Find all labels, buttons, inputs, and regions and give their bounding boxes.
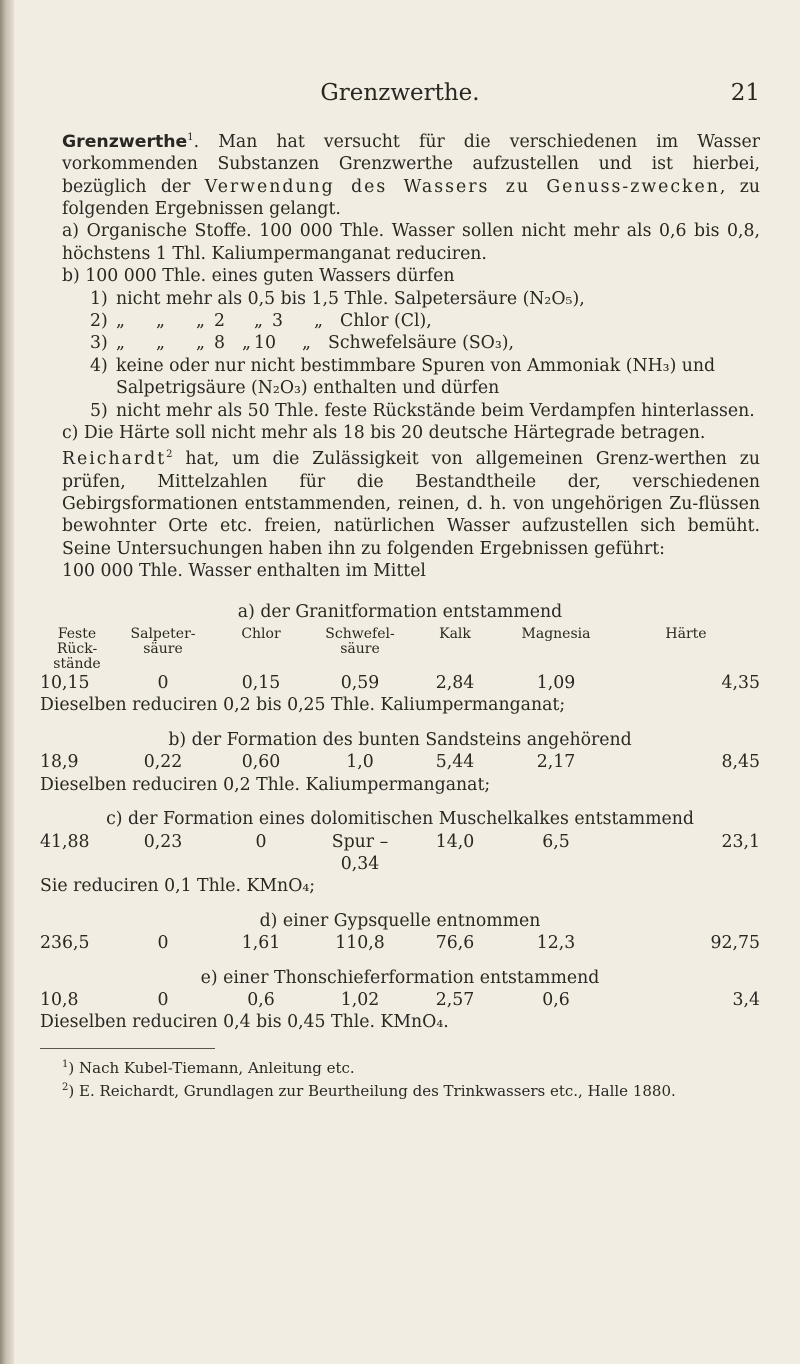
list-text: nicht mehr als 0,5 bis 1,5 Thle. Salpetersäure (N₂O₅), (116, 288, 585, 309)
ditto-mark: „ (314, 311, 323, 332)
intro-text: . Man hat versucht für die verschiedenen im Wasser vorkommenden Substanzen Grenzwerthe aufzustellen und ist hierbei, bezüglich der (62, 131, 760, 197)
value: 8 (214, 333, 225, 354)
table-cell: 0,60 (241, 752, 281, 773)
table-cell: 0,6 (247, 989, 275, 1010)
intro-emphasis: Verwendung des Wassers zu Genuss-zwecken (204, 176, 720, 197)
table-cell: 14,0 (435, 831, 475, 852)
section-title-c: c) der Formation eines dolomitischen Muschelkalkes entstammend (106, 809, 694, 830)
table-row (40, 831, 760, 876)
body-text (40, 127, 760, 1101)
column-header: Salpeter-säure (130, 626, 196, 658)
table-cell: 0,15 (241, 673, 281, 694)
list-number: 3) (90, 333, 108, 354)
value: 2 (214, 311, 225, 332)
footnote (40, 1078, 760, 1101)
table-cell: 5,44 (435, 752, 475, 773)
page-title: Grenzwerthe. (320, 80, 480, 106)
reichardt-paragraph (40, 444, 760, 560)
table-note: Dieselben reduciren 0,2 Thle. Kaliumpermanganat; (40, 774, 491, 795)
table-cell: 0,6 (542, 989, 570, 1010)
column-header: Feste Rück-stände (53, 626, 101, 673)
table-row (40, 989, 760, 1011)
footnote-rule (40, 1048, 215, 1049)
running-header (40, 80, 760, 110)
table-note: Dieselben reduciren 0,2 bis 0,25 Thle. Kaliumpermanganat; (40, 695, 566, 716)
item-c: c) Die Härte soll nicht mehr als 18 bis 20 deutsche Härtegrade betragen. (62, 423, 706, 444)
table-cell: 0,59 (340, 673, 380, 694)
footnote-text: ) Nach Kubel-Tiemann, Anleitung etc. (68, 1058, 355, 1077)
list-number: 5) (90, 400, 108, 421)
table-row (40, 751, 760, 773)
footnote-number: 1 (62, 1058, 69, 1070)
ditto-mark: „ (196, 311, 205, 332)
table-cell: 18,9 (40, 752, 79, 773)
list-item (90, 355, 760, 400)
list-rest: Chlor (Cl), (340, 311, 432, 332)
list-item (90, 288, 760, 310)
list-text: keine oder nur nicht bestimmbare Spuren von Ammoniak (NH₃) und Salpetrigsäure (N₂O₃) enthalten und dürfen (116, 355, 716, 399)
table-cell: 110,8 (335, 933, 385, 954)
footnotes (40, 1055, 760, 1101)
table-cell: 10,15 (40, 673, 90, 694)
list-text (116, 310, 760, 332)
table-cell: 4,35 (721, 673, 760, 694)
table-cell: 2,84 (435, 673, 475, 694)
column-header: Kalk (439, 626, 471, 643)
column-header: Schwefel-säure (325, 626, 395, 658)
section-title-e: e) einer Thonschieferformation entstammend (200, 967, 600, 988)
table-cell: 12,3 (536, 933, 576, 954)
table-cell: 2,17 (536, 752, 576, 773)
table-note: Dieselben reduciren 0,4 bis 0,45 Thle. KMnO₄. (40, 1012, 449, 1033)
average-line: 100 000 Thle. Wasser enthalten im Mittel (62, 561, 426, 582)
table-cell: 41,88 (40, 831, 90, 852)
section-title-d: d) einer Gypsquelle entnommen (259, 910, 541, 931)
ditto-mark: „ (302, 333, 311, 354)
table-cell: 0 (255, 831, 267, 852)
book-binding-shadow (0, 0, 14, 1364)
section-title-a: a) der Granitformation entstammend (237, 601, 563, 622)
value: 3 (272, 311, 283, 332)
ditto-mark: „ (156, 333, 165, 354)
table-row (40, 932, 760, 954)
list-rest: Schwefelsäure (SO₃), (328, 333, 515, 354)
requirement-list (40, 288, 760, 422)
table-cell: 0,22 (143, 752, 183, 773)
section-heading: Grenzwerthe (62, 131, 188, 152)
table-cell: 0,23 (143, 831, 183, 852)
table-note: Sie reduciren 0,1 Thle. KMnO₄; (40, 876, 316, 897)
author-name: Reichardt (62, 449, 167, 470)
footnote-text: ) E. Reichardt, Grundlagen zur Beurtheilung des Trinkwassers etc., Halle 1880. (68, 1081, 676, 1100)
table-row (40, 672, 760, 694)
list-number: 2) (90, 311, 108, 332)
list-number: 4) (90, 355, 108, 376)
list-number: 1) (90, 288, 108, 309)
list-text (116, 332, 760, 354)
table-cell: 8,45 (721, 752, 760, 773)
column-header: Chlor (241, 626, 281, 643)
value: 10 (254, 333, 276, 354)
table-cell: 1,02 (340, 989, 380, 1010)
list-text: nicht mehr als 50 Thle. feste Rückstände beim Verdampfen hinterlassen. (116, 400, 755, 421)
footnote-number: 2 (62, 1081, 69, 1093)
ditto-mark: „ (254, 311, 263, 332)
footnote-ref-1: 1 (187, 132, 194, 143)
intro-text-end: , zu folgenden Ergebnissen gelangt. (62, 176, 760, 219)
list-item (90, 400, 760, 422)
column-header: Magnesia (521, 626, 591, 643)
table-cell: 0 (157, 989, 169, 1010)
table-cell: 236,5 (40, 933, 90, 954)
ditto-mark: „ (242, 333, 251, 354)
footnote (40, 1055, 760, 1078)
table-cell: 10,8 (40, 989, 79, 1010)
table-cell: Spur – 0,34 (331, 831, 389, 874)
table-cell: 76,6 (435, 933, 475, 954)
table-cell: 1,0 (346, 752, 374, 773)
intro-paragraph (40, 127, 760, 220)
list-item (90, 332, 760, 354)
table-cell: 1,61 (241, 933, 281, 954)
section-title-b: b) der Formation des bunten Sandsteins angehörend (168, 729, 632, 750)
reichardt-text: hat, um die Zulässigkeit von allgemeinen Grenz-werthen zu prüfen, Mittelzahlen für die Bestandtheile der, verschiedenen Gebirgsformationen entstammenden, reinen, d. h. von ungehörigen Zu-flüssen bewohnter Orte etc. freien, natürlichen Wasser aufzustellen sich bemüht. Seine Untersuchungen haben ihn zu folgenden Ergebnissen geführt: (62, 449, 760, 559)
table-cell: 23,1 (721, 831, 760, 852)
table-cell: 2,57 (435, 989, 475, 1010)
ditto-mark: „ (196, 333, 205, 354)
table-cell: 0 (157, 673, 169, 694)
table-header (40, 627, 760, 672)
table-cell: 3,4 (732, 989, 760, 1010)
ditto-mark: „ (116, 333, 125, 354)
item-a: a) Organische Stoffe. 100 000 Thle. Wasser sollen nicht mehr als 0,6 bis 0,8, höchstens 1 Thl. Kaliumpermanganat reduciren. (62, 221, 760, 264)
item-b: b) 100 000 Thle. eines guten Wassers dürfen (62, 266, 455, 287)
column-header: Härte (665, 626, 707, 643)
list-item (90, 310, 760, 332)
table-cell: 6,5 (542, 831, 570, 852)
table-cell: 0 (157, 933, 169, 954)
ditto-mark: „ (116, 311, 125, 332)
ditto-mark: „ (156, 311, 165, 332)
page-number: 21 (730, 80, 760, 106)
footnote-ref-2: 2 (166, 449, 173, 461)
table-cell: 92,75 (710, 933, 760, 954)
table-cell: 1,09 (536, 673, 576, 694)
